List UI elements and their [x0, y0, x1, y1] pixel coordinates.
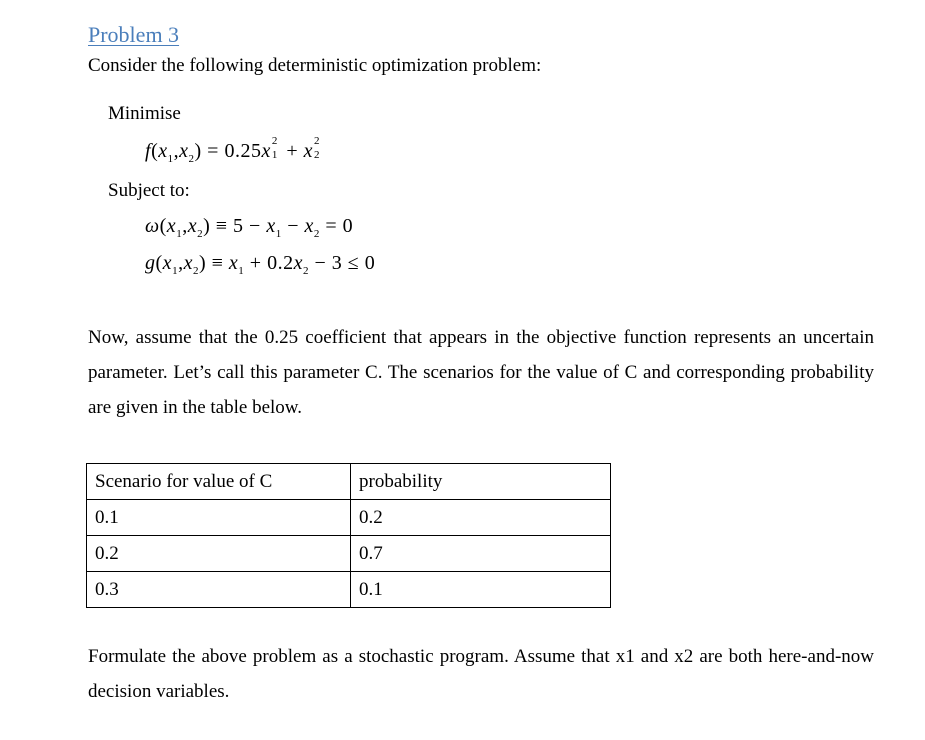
- table-header-row: [87, 464, 611, 500]
- table-cell: 0.1: [351, 572, 611, 608]
- inequality-constraint: $g(x_1,x_2) \equiv x_1 + 0.2x_2 - 3 \le 0$: [145, 252, 376, 277]
- table-cell: 0.2: [87, 536, 351, 572]
- intro-text: Consider the following deterministic optimization problem:: [88, 55, 542, 76]
- table-cell: 0.3: [87, 572, 351, 608]
- uncertainty-paragraph: Now, assume that the 0.25 coefficient that appears in the objective function represents an uncertain parameter. Let’s call this parameter C. The scenarios for the value of C and corresponding probability are given in the table below.: [88, 327, 874, 418]
- table-row: [87, 572, 611, 608]
- table-cell: 0.7: [351, 536, 611, 572]
- subject-to-label: Subject to:: [108, 180, 190, 201]
- objective-function: $f(x_1,x_2) = 0.25x$ 2 1 + x 2 2: [145, 135, 321, 165]
- table-cell: 0.1: [87, 500, 351, 536]
- problem-heading: Problem 3: [88, 22, 180, 47]
- task-paragraph: Formulate the above problem as a stochastic program. Assume that x1 and x2 are both here-and-now decision variables.: [88, 646, 874, 702]
- table-cell: 0.2: [351, 500, 611, 536]
- table-row: [87, 536, 611, 572]
- scenario-table: [86, 463, 611, 608]
- table-row: [87, 500, 611, 536]
- table-header-cell: probability: [351, 464, 611, 500]
- minimise-label: Minimise: [108, 103, 181, 124]
- equality-constraint: $\omega(x_1,x_2) \equiv 5 - x_1 - x_2 = 0$: [145, 215, 354, 240]
- table-header-cell: Scenario for value of C: [87, 464, 351, 500]
